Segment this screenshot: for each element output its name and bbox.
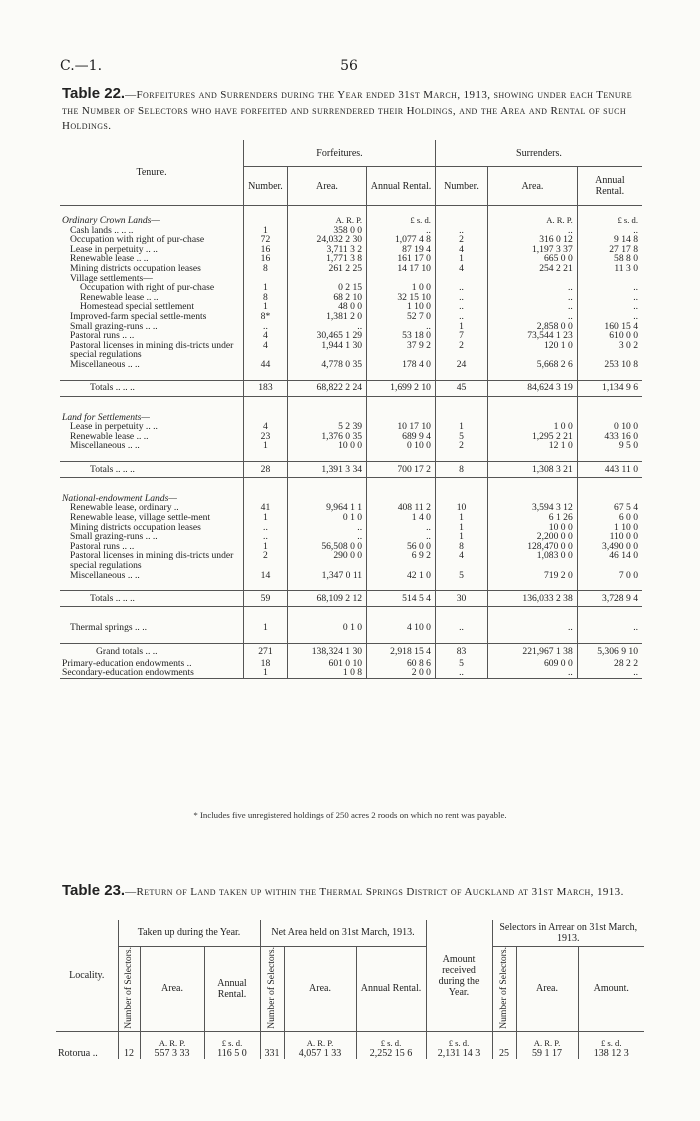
row-label: Village settlements— (70, 273, 153, 284)
cell: 254 2 21 (488, 264, 578, 274)
cell: 8 (435, 461, 487, 477)
table-row (60, 571, 642, 581)
cell: 11 3 0 (577, 264, 642, 274)
cell: 689 9 4 (367, 432, 436, 442)
col-rental-header: Annual Rental. (204, 946, 260, 1032)
cell: 68,109 2 12 (287, 591, 366, 607)
cell: 59 (244, 591, 288, 607)
table-row (60, 360, 642, 370)
cell: 261 2 25 (287, 264, 366, 274)
cell: 610 0 0 (577, 331, 642, 341)
cell: 1,699 2 10 (367, 380, 436, 396)
cell: .. (488, 302, 578, 312)
cell: .. (287, 523, 366, 533)
cell: 8 (435, 542, 487, 552)
row-label: Occupation with right of pur-chase (80, 283, 215, 293)
col-area-header: Area. (284, 946, 356, 1032)
col-taken-header: Taken up during the Year. (118, 920, 260, 946)
totals-row (60, 591, 642, 607)
cell: 4 (244, 331, 288, 341)
col-amount-received-header: Amount received during the Year. (426, 920, 492, 1032)
cell: 6 0 0 (577, 513, 642, 523)
row-label: Renewable lease .. .. (70, 254, 149, 264)
col-rental-header: Annual Rental. (356, 946, 426, 1032)
spacer-row (60, 633, 642, 644)
cell: 116 5 0 (204, 1048, 260, 1059)
col-number-header: Number. (244, 167, 288, 206)
cell: 8 (244, 293, 288, 303)
cell: 271 (244, 643, 288, 659)
cell: .. (488, 293, 578, 303)
cell: .. (488, 283, 578, 293)
cell (488, 274, 578, 284)
cell: .. (244, 532, 288, 542)
cell: 138 12 3 (578, 1048, 644, 1059)
cell: 1 10 0 (577, 523, 642, 533)
cell: 5 (435, 571, 487, 581)
cell: 9 14 8 (577, 235, 642, 245)
cell: 665 0 0 (488, 254, 578, 264)
cell: 1 (244, 623, 288, 633)
section-title: Land for Settlements— (62, 412, 150, 423)
cell: 14 17 10 (367, 264, 436, 274)
cell: 44 (244, 360, 288, 370)
cell: 28 (244, 461, 288, 477)
row-label: Primary-education endowments .. (62, 658, 192, 669)
section-title: National-endowment Lands— (62, 493, 177, 504)
cell: 1,083 0 0 (488, 551, 578, 570)
cell: 1 (244, 542, 288, 552)
cell: 160 15 4 (577, 322, 642, 332)
cell: 1 (435, 513, 487, 523)
table22-caption (62, 87, 648, 134)
cell: .. (577, 226, 642, 236)
cell: 0 1 0 (287, 513, 366, 523)
cell: .. (488, 312, 578, 322)
cell: 1,381 2 0 (287, 312, 366, 322)
col-tenure-header: Tenure. (60, 140, 244, 206)
row-label: Thermal springs .. .. (70, 623, 148, 633)
row-label: Improved-farm special settle-ments (70, 311, 207, 322)
unit-label: A. R. P. (287, 216, 366, 226)
row-label: Homestead special settlement (80, 302, 195, 312)
row-label: Renewable lease .. .. (70, 431, 149, 442)
row-label: Lease in perpetuity .. .. (70, 422, 158, 432)
cell: 0 10 0 (577, 422, 642, 432)
cell: 120 1 0 (488, 341, 578, 360)
col-net-header: Net Area held on 31st March, 1913. (260, 920, 426, 946)
cell: 60 8 6 (367, 659, 436, 669)
cell: 178 4 0 (367, 360, 436, 370)
cell: .. (435, 312, 487, 322)
cell: 18 (244, 659, 288, 669)
cell: 1,771 3 8 (287, 254, 366, 264)
table22-title: —Forfeitures and Surrenders during the Year ended 31st March, 1913, showing under each Tenure the Number of Selectors who have forfeited and surrendered their Holdings, and the Area and Rental of such Holdings. (62, 89, 633, 132)
cell: 0 10 0 (367, 441, 436, 451)
cell: .. (488, 226, 578, 236)
col-surrenders-header: Surrenders. (435, 140, 642, 167)
col-area-header: Area. (140, 946, 204, 1032)
cell: 1 (244, 513, 288, 523)
cell: .. (577, 302, 642, 312)
cell: 56,508 0 0 (287, 542, 366, 552)
cell: 183 (244, 380, 288, 396)
cell: 1 (435, 523, 487, 533)
cell: 67 5 4 (577, 503, 642, 513)
cell: .. (287, 322, 366, 332)
cell: 12 (118, 1048, 140, 1059)
table-row (56, 1048, 644, 1059)
unit-area: A. R. P. (140, 1032, 204, 1049)
cell: 0 1 0 (287, 623, 366, 633)
cell: 10 0 0 (488, 523, 578, 533)
table-row (60, 668, 642, 678)
unit-area: A. R. P. (516, 1032, 578, 1049)
col-area-header: Area. (516, 946, 578, 1032)
col-arrear-header: Selectors in Arrear on 31st March, 1913. (492, 920, 644, 946)
cell: 1,295 2 21 (488, 432, 578, 442)
cell: 27 17 8 (577, 245, 642, 255)
cell: 1 (435, 422, 487, 432)
cell: 4 10 0 (367, 623, 436, 633)
page-number: 56 (340, 58, 358, 74)
cell: 557 3 33 (140, 1048, 204, 1059)
cell: 609 0 0 (488, 659, 578, 669)
cell: 32 15 10 (367, 293, 436, 303)
cell: 514 5 4 (367, 591, 436, 607)
row-label: Occupation with right of pur-chase (70, 235, 205, 245)
cell: .. (435, 283, 487, 293)
cell: 3,711 3 2 (287, 245, 366, 255)
cell: 3 0 2 (577, 341, 642, 360)
cell: 87 19 4 (367, 245, 436, 255)
cell: 30 (435, 591, 487, 607)
cell: 7 (435, 331, 487, 341)
row-label: Totals .. .. .. (60, 461, 244, 477)
cell: 3,490 0 0 (577, 542, 642, 552)
cell: 5 (435, 432, 487, 442)
col-rental-header: Annual Rental. (367, 167, 436, 206)
col-forfeitures-header: Forfeitures. (244, 140, 436, 167)
cell: .. (577, 623, 642, 633)
cell: 8 (244, 264, 288, 274)
cell: 136,033 2 38 (488, 591, 578, 607)
cell: 2,131 14 3 (426, 1048, 492, 1059)
unit-label: A. R. P. (488, 216, 578, 226)
col-amount-header: Amount. (578, 946, 644, 1032)
cell: 290 0 0 (287, 551, 366, 570)
cell: 52 7 0 (367, 312, 436, 322)
cell: 42 1 0 (367, 571, 436, 581)
row-label: Pastoral runs .. .. (70, 541, 135, 552)
row-label: Miscellaneous .. .. (70, 359, 140, 370)
cell: 1 (244, 441, 288, 451)
cell: 4 (435, 551, 487, 570)
col-selectors-header: Number of Selectors. (118, 946, 140, 1032)
row-label: Mining districts occupation leases (70, 522, 201, 533)
cell: 700 17 2 (367, 461, 436, 477)
cell: 1 0 0 (367, 283, 436, 293)
cell: 1 0 8 (287, 668, 366, 678)
cell: 3,728 9 4 (577, 591, 642, 607)
cell: 10 0 0 (287, 441, 366, 451)
table-23 (56, 920, 644, 1059)
cell: 4 (244, 422, 288, 432)
cell: 138,324 1 30 (287, 643, 366, 659)
cell: 1 10 0 (367, 302, 436, 312)
col-selectors-header: Number of Selectors. (492, 946, 516, 1032)
cell: 9,964 1 1 (287, 503, 366, 513)
col-area-header: Area. (488, 167, 578, 206)
cell: 1 (244, 302, 288, 312)
row-label: Cash lands .. .. .. (70, 225, 134, 236)
cell: 16 (244, 254, 288, 264)
cell: 24,032 2 30 (287, 235, 366, 245)
row-label: Small grazing-runs .. .. (70, 532, 158, 542)
cell: 1,376 0 35 (287, 432, 366, 442)
cell: .. (367, 322, 436, 332)
cell: 601 0 10 (287, 659, 366, 669)
cell: .. (488, 668, 578, 678)
cell: 68 2 10 (287, 293, 366, 303)
cell: 24 (435, 360, 487, 370)
spacer-row (60, 370, 642, 381)
cell: 1 4 0 (367, 513, 436, 523)
cell: 1,077 4 8 (367, 235, 436, 245)
cell: 48 0 0 (287, 302, 366, 312)
cell: 8* (244, 312, 288, 322)
cell: 1 0 0 (488, 422, 578, 432)
cell: 2 (244, 551, 288, 570)
cell: 2 (435, 235, 487, 245)
cell: 316 0 12 (488, 235, 578, 245)
spacer-row (60, 451, 642, 462)
cell: 5 (435, 659, 487, 669)
cell: 84,624 3 19 (488, 380, 578, 396)
spacer-row (60, 607, 642, 624)
row-label: Miscellaneous .. .. (70, 441, 140, 451)
cell: 161 17 0 (367, 254, 436, 264)
cell: 408 11 2 (367, 503, 436, 513)
cell: 68,822 2 24 (287, 380, 366, 396)
cell: 10 (435, 503, 487, 513)
cell: 1 (244, 226, 288, 236)
cell: 4,778 0 35 (287, 360, 366, 370)
row-label: Small grazing-runs .. .. (70, 321, 158, 332)
cell: 2,252 15 6 (356, 1048, 426, 1059)
cell: 4,057 1 33 (284, 1048, 356, 1059)
cell: 221,967 1 38 (488, 643, 578, 659)
cell: 59 1 17 (516, 1048, 578, 1059)
cell: 12 1 0 (488, 441, 578, 451)
row-label: Grand totals .. .. (60, 643, 244, 659)
totals-row (60, 380, 642, 396)
row-label: Renewable lease, village settle-ment (70, 513, 211, 523)
cell: 3,594 3 12 (488, 503, 578, 513)
table22-footnote: * Includes five unregistered holdings of 250 acres 2 roods on which no rent was payable. (193, 810, 507, 820)
col-rental-header: Annual Rental. (577, 167, 642, 206)
cell: 53 18 0 (367, 331, 436, 341)
totals-row (60, 461, 642, 477)
table-row (60, 264, 642, 274)
row-label: Totals .. .. .. (60, 380, 244, 396)
col-area-header: Area. (287, 167, 366, 206)
cell: 443 11 0 (577, 461, 642, 477)
cell: 5,306 9 10 (577, 643, 642, 659)
table23-caption (62, 884, 648, 900)
spacer-row (60, 477, 642, 494)
cell: 41 (244, 503, 288, 513)
row-label: Pastoral licenses in mining dis-tricts under special regulations (70, 340, 234, 360)
cell: 10 17 10 (367, 422, 436, 432)
cell: .. (367, 532, 436, 542)
cell: 4 (435, 245, 487, 255)
cell: 6 1 26 (488, 513, 578, 523)
table-22 (60, 140, 642, 679)
cell: 1 (244, 283, 288, 293)
cell: .. (488, 623, 578, 633)
cell: .. (287, 532, 366, 542)
col-number-header: Number. (435, 167, 487, 206)
table-row (60, 341, 642, 360)
cell: 6 9 2 (367, 551, 436, 570)
cell: 2,200 0 0 (488, 532, 578, 542)
row-label: Pastoral licenses in mining dis-tricts under special regulations (70, 551, 234, 571)
cell: 1 (435, 322, 487, 332)
cell: 2,858 0 0 (488, 322, 578, 332)
cell: 110 0 0 (577, 532, 642, 542)
cell: 16 (244, 245, 288, 255)
cell: .. (435, 293, 487, 303)
cell: 0 2 15 (287, 283, 366, 293)
cell: 4 (244, 341, 288, 360)
row-label: Miscellaneous .. .. (70, 570, 140, 581)
cell: 331 (260, 1048, 284, 1059)
section-title: Ordinary Crown Lands— (62, 216, 160, 226)
cell: 1,944 1 30 (287, 341, 366, 360)
cell: 2 0 0 (367, 668, 436, 678)
cell: .. (367, 226, 436, 236)
grand-totals-row (60, 643, 642, 659)
cell: 37 9 2 (367, 341, 436, 360)
cell: 2,918 15 4 (367, 643, 436, 659)
cell: 1,391 3 34 (287, 461, 366, 477)
cell: 719 2 0 (488, 571, 578, 581)
cell: 128,470 0 0 (488, 542, 578, 552)
cell: .. (577, 312, 642, 322)
row-label: Renewable lease .. .. (80, 292, 159, 303)
unit-label: £ s. d. (367, 216, 436, 226)
document-reference: C.—1. (60, 58, 103, 74)
cell: 1,308 3 21 (488, 461, 578, 477)
cell: .. (435, 623, 487, 633)
cell: 14 (244, 571, 288, 581)
cell: .. (435, 302, 487, 312)
cell: 25 (492, 1048, 516, 1059)
row-label: Secondary-education endowments (60, 668, 244, 678)
cell: 1,347 0 11 (287, 571, 366, 581)
cell: 1,134 9 6 (577, 380, 642, 396)
table22-label: Table 22. (62, 85, 126, 102)
row-label: Lease in perpetuity .. .. (70, 244, 158, 255)
cell: 1,197 3 37 (488, 245, 578, 255)
cell: .. (577, 293, 642, 303)
table-row (60, 623, 642, 633)
cell: .. (577, 283, 642, 293)
cell: .. (577, 668, 642, 678)
cell: 1 (244, 668, 288, 678)
row-label: Totals .. .. .. (60, 591, 244, 607)
page-header (60, 58, 638, 76)
unit-money: £ s. d. (204, 1032, 260, 1049)
table23-label: Table 23. (62, 882, 126, 899)
cell: .. (367, 523, 436, 533)
cell: 45 (435, 380, 487, 396)
cell: 83 (435, 643, 487, 659)
cell: 5,668 2 6 (488, 360, 578, 370)
cell: 5 2 39 (287, 422, 366, 432)
cell: 4 (435, 264, 487, 274)
table-row (60, 441, 642, 451)
cell: .. (244, 322, 288, 332)
cell: 1 (435, 532, 487, 542)
locality-cell: Rotorua .. (58, 1048, 98, 1060)
cell: 28 2 2 (577, 659, 642, 669)
table-row (60, 551, 642, 570)
spacer-row (60, 580, 642, 591)
unit-area: A. R. P. (284, 1032, 356, 1049)
cell: 73,544 1 23 (488, 331, 578, 341)
cell: 1 (435, 254, 487, 264)
cell: .. (435, 668, 487, 678)
cell: 2 (435, 441, 487, 451)
cell: 253 10 8 (577, 360, 642, 370)
unit-money: £ s. d. (426, 1032, 492, 1049)
cell: 23 (244, 432, 288, 442)
table23-title: —Return of Land taken up within the Thermal Springs District of Auckland at 31st March, 1913. (125, 886, 624, 898)
cell: 9 5 0 (577, 441, 642, 451)
cell: .. (244, 523, 288, 533)
col-selectors-header: Number of Selectors. (260, 946, 284, 1032)
unit-label: £ s. d. (577, 216, 642, 226)
cell: 358 0 0 (287, 226, 366, 236)
cell: 433 16 0 (577, 432, 642, 442)
cell: 72 (244, 235, 288, 245)
spacer-row (60, 396, 642, 413)
cell: 46 14 0 (577, 551, 642, 570)
cell: 30,465 1 29 (287, 331, 366, 341)
cell: 56 0 0 (367, 542, 436, 552)
row-label: Mining districts occupation leases (70, 263, 201, 274)
cell: 7 0 0 (577, 571, 642, 581)
cell: 2 (435, 341, 487, 360)
cell: .. (435, 226, 487, 236)
table22-body (60, 206, 642, 679)
unit-money: £ s. d. (356, 1032, 426, 1049)
row-label: Pastoral runs .. .. (70, 331, 135, 341)
cell: 58 8 0 (577, 254, 642, 264)
row-label: Renewable lease, ordinary .. (70, 503, 179, 514)
unit-money: £ s. d. (578, 1032, 644, 1049)
col-locality-header: Locality. (56, 920, 118, 1032)
